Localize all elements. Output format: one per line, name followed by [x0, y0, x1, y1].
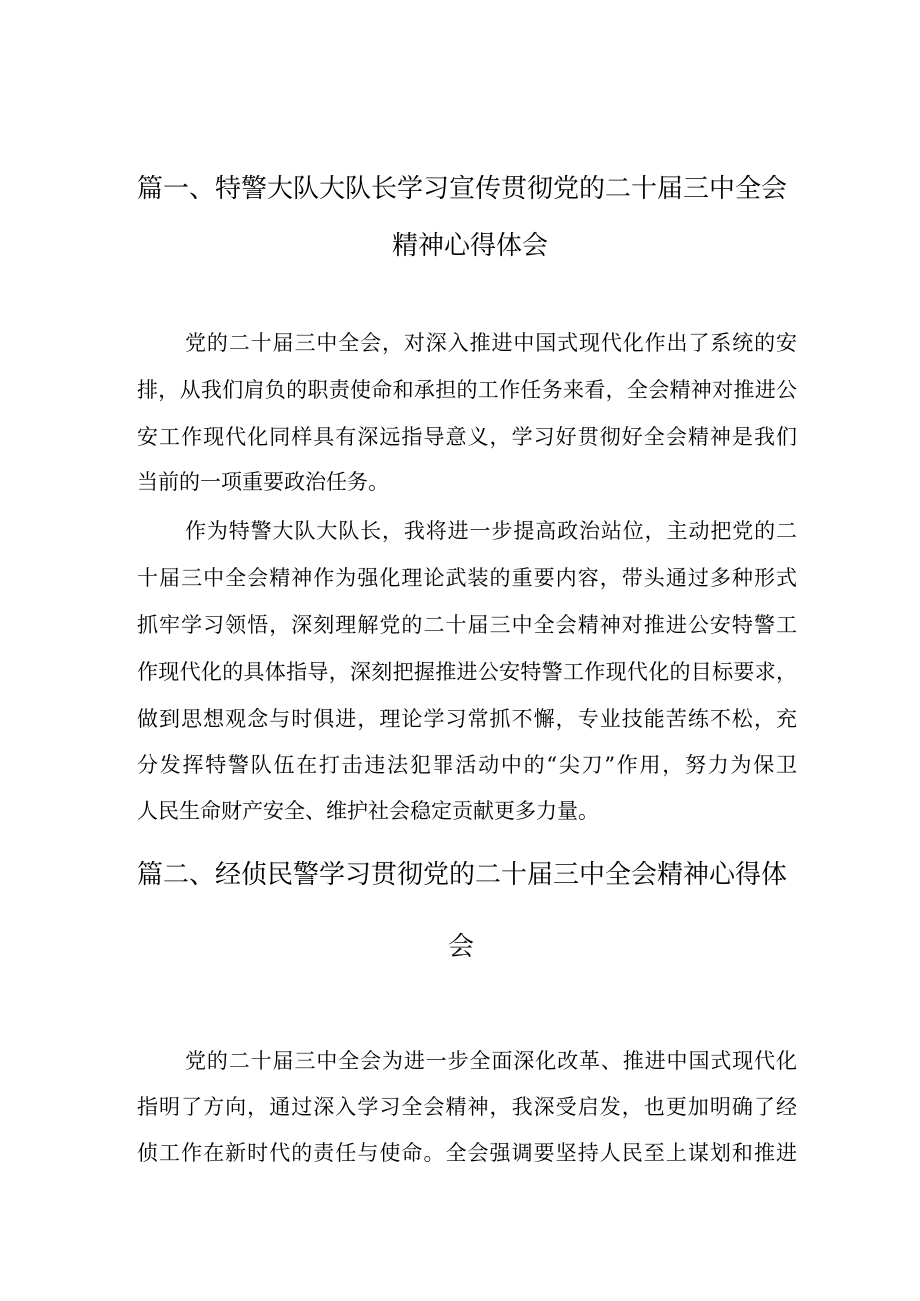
section2-title-line2: 会 [448, 932, 475, 962]
section1-paragraph2-line: 十届三中全会精神作为强化理论武装的重要内容，带头通过多种形式 [137, 566, 797, 590]
section1-paragraph2-line: 作为特警大队大队长，我将进一步提高政治站位，主动把党的二 [185, 519, 797, 543]
section1-paragraph2-line: 抓牢学习领悟，深刻理解党的二十届三中全会精神对推进公安特警工 [137, 613, 797, 637]
section1-paragraph1-line: 党的二十届三中全会，对深入推进中国式现代化作出了系统的安 [185, 331, 797, 355]
section2-paragraph1-line: 指明了方向，通过深入学习全会精神，我深受启发，也更加明确了经 [137, 1095, 797, 1119]
section1-paragraph2-line: 作现代化的具体指导，深刻把握推进公安特警工作现代化的目标要求， [137, 660, 797, 684]
section1-paragraph1-line: 当前的一项重要政治任务。 [137, 470, 389, 494]
section1-paragraph2-line: 分发挥特警队伍在打击违法犯罪活动中的“尖刀”作用，努力为保卫 [137, 753, 797, 777]
section1-paragraph1-line: 安工作现代化同样具有深远指导意义，学习好贯彻好全会精神是我们 [137, 425, 797, 449]
section1-title-line1: 篇一、特警大队大队长学习宣传贯彻党的二十届三中全会 [137, 174, 788, 204]
section2-paragraph1-line: 党的二十届三中全会为进一步全面深化改革、推进中国式现代化 [185, 1049, 797, 1073]
section1-paragraph1-line: 排，从我们肩负的职责使命和承担的工作任务来看，全会精神对推进公 [137, 378, 797, 402]
section1-paragraph2-line: 做到思想观念与时俱进，理论学习常抓不懈，专业技能苦练不松，充 [137, 707, 797, 731]
section1-paragraph2-line: 人民生命财产安全、维护社会稳定贡献更多力量。 [137, 799, 599, 823]
section2-title-line1: 篇二、经侦民警学习贯彻党的二十届三中全会精神心得体 [137, 860, 788, 890]
section1-title-line2: 精神心得体会 [392, 231, 549, 261]
section2-paragraph1-line: 侦工作在新时代的责任与使命。全会强调要坚持人民至上谋划和推进 [137, 1141, 797, 1165]
